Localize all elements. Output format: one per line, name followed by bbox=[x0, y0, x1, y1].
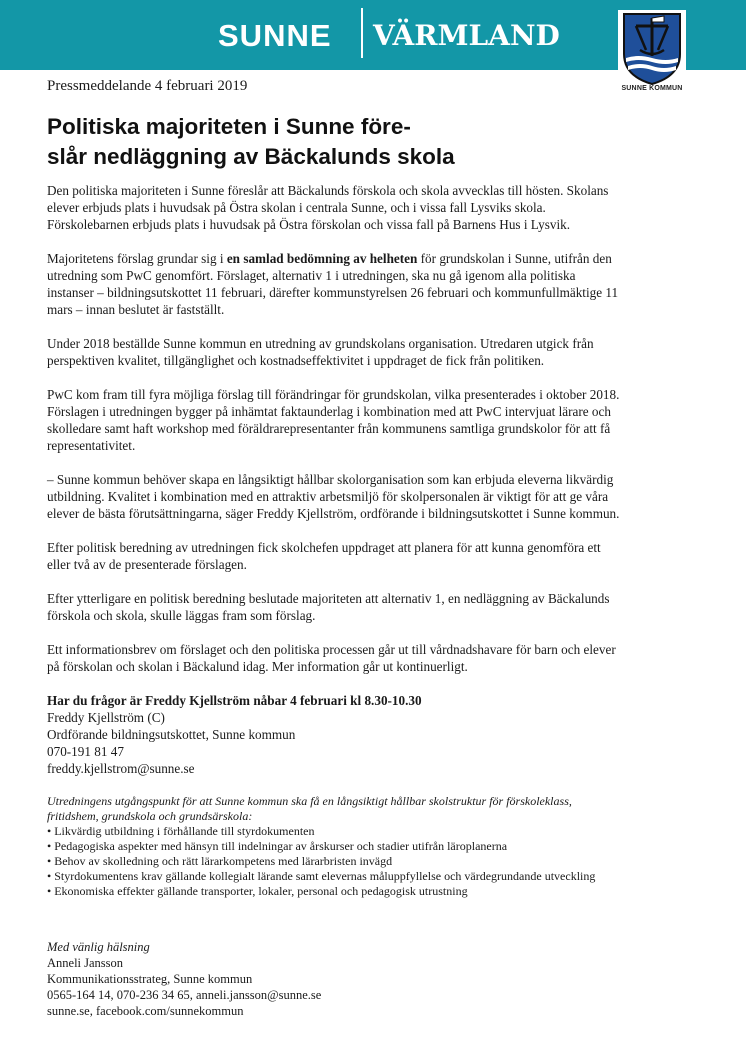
logo-caption: SUNNE KOMMUN bbox=[621, 85, 683, 92]
paragraph-proposal bbox=[47, 250, 622, 318]
coat-of-arms-icon bbox=[618, 10, 686, 86]
paragraph-pwc: PwC kom fram till fyra möjliga förslag till förändringar för grundskolan, vilka presenterades i oktober 2018. Förslagen i utredningen bygger på inhämtat faktaunderlag i kombination med att PwC intervjuat lärare och skolledare samt haft workshop med föräldrarepresentanter från kommunens samtliga grundskolor för att få representativitet. bbox=[47, 387, 620, 453]
brand-divider bbox=[361, 8, 363, 58]
contact-email[interactable]: freddy.kjellstrom@sunne.se bbox=[47, 761, 195, 776]
brand-sunne: SUNNE bbox=[218, 18, 332, 53]
list-item: • Ekonomiska effekter gällande transporter, lokaler, personal och pedagogisk utrustning bbox=[47, 884, 622, 899]
brand-varmland: VÄRMLAND bbox=[373, 19, 560, 52]
list-item: • Styrdokumentens krav gällande kollegialt lärande samt elevernas måluppfyllelse och värdegrundande utveckling bbox=[47, 869, 622, 884]
headline-line-1: Politiska majoriteten i Sunne före- bbox=[47, 114, 411, 139]
closing-title: Kommunikationsstrateg, Sunne kommun bbox=[47, 972, 253, 986]
contact-heading: Har du frågor är Freddy Kjellström nåbar 4 februari kl 8.30-10.30 bbox=[47, 693, 422, 708]
contact-block bbox=[47, 692, 622, 777]
closing-greeting: Med vänlig hälsning bbox=[47, 940, 150, 954]
paragraph-investigation: Under 2018 beställde Sunne kommun en utredning av grundskolans organisation. Utredaren utgick från perspektiven kvalitet, tillgänglighet och kostnadseffektivitet i uppdraget de fick från politiken. bbox=[47, 336, 594, 368]
closing-name: Anneli Jansson bbox=[47, 956, 124, 970]
paragraph-information: Ett informationsbrev om förslaget och den politiska processen går ut till vårdnadshavare för barn och elever på förskolan och skolan i Bäckalund idag. Mer information går ut kontinuerligt. bbox=[47, 642, 616, 674]
headline bbox=[47, 112, 567, 172]
municipality-logo bbox=[618, 10, 686, 96]
criteria-intro: Utredningens utgångspunkt för att Sunne kommun ska få en långsiktigt hållbar skolstruktur för förskoleklass, fritidshem, grundskola och grundsärskola: bbox=[47, 794, 572, 823]
paragraph-proposal-end: för grundskolan i Sunne, utifrån den utredning som PwC genomfört. Förslaget, alternativ 1 i utredningen, ska nu gå igenom alla politiska instanser – bildningsutskottet 11 februari, därefter kommunstyrelsen 26 februari och kommunfullmäktige 11 mars – innan beslutet är fastställt. bbox=[47, 251, 619, 317]
list-item: • Likvärdig utbildning i förhållande till styrdokumenten bbox=[47, 824, 622, 839]
article-body bbox=[47, 182, 622, 1019]
headline-line-2: slår nedläggning av Bäckalunds skola bbox=[47, 144, 455, 169]
press-release-date: Pressmeddelande 4 februari 2019 bbox=[47, 78, 248, 94]
closing-web[interactable]: sunne.se, facebook.com/sunnekommun bbox=[47, 1004, 244, 1018]
contact-role: Ordförande bildningsutskottet, Sunne kommun bbox=[47, 727, 296, 742]
signature-block bbox=[47, 939, 622, 1019]
criteria-list bbox=[47, 824, 622, 899]
brand-wordmark bbox=[0, 14, 560, 58]
closing-contact[interactable]: 0565-164 14, 070-236 34 65, anneli.jansson@sunne.se bbox=[47, 988, 322, 1002]
criteria-block bbox=[47, 794, 622, 899]
contact-phone[interactable]: 070-191 81 47 bbox=[47, 744, 124, 759]
contact-name: Freddy Kjellström (C) bbox=[47, 710, 165, 725]
paragraph-intro: Den politiska majoriteten i Sunne föreslår att Bäckalunds förskola och skola avvecklas till hösten. Skolans elever erbjuds plats i huvudsak på Östra skolan i centrala Sunne, och i vissa fall Lysviks skola. Förskolebarnen erbjuds plats i huvudsak på Östra förskolan och vissa fall på Barnens Hus i Lysvik. bbox=[47, 183, 609, 232]
paragraph-proposal-start: Majoritetens förslag grundar sig i bbox=[47, 251, 227, 266]
list-item: • Pedagogiska aspekter med hänsyn till indelningar av årskurser och stadier utifrån läroplanerna bbox=[47, 839, 622, 854]
paragraph-decision: Efter ytterligare en politisk beredning beslutade majoriteten att alternativ 1, en nedläggning av Bäckalunds förskola och skola, skulle läggas fram som förslag. bbox=[47, 591, 610, 623]
paragraph-quote: – Sunne kommun behöver skapa en långsiktigt hållbar skolorganisation som kan erbjuda eleverna likvärdig utbildning. Kvalitet i kombination med en attraktiv arbetsmiljö för skolpersonalen är viktigt för att ge våra elever de bästa förutsättningarna, säger Freddy Kjellström, ordförande i bildningsutskottet i Sunne kommun. bbox=[47, 472, 620, 521]
paragraph-planning: Efter politisk beredning av utredningen fick skolchefen uppdraget att planera för att kunna genomföra ett eller två av de presenterade förslagen. bbox=[47, 540, 601, 572]
paragraph-proposal-emphasis: en samlad bedömning av helheten bbox=[226, 251, 418, 266]
list-item: • Behov av skolledning och rätt lärarkompetens med lärarbristen invägd bbox=[47, 854, 622, 869]
